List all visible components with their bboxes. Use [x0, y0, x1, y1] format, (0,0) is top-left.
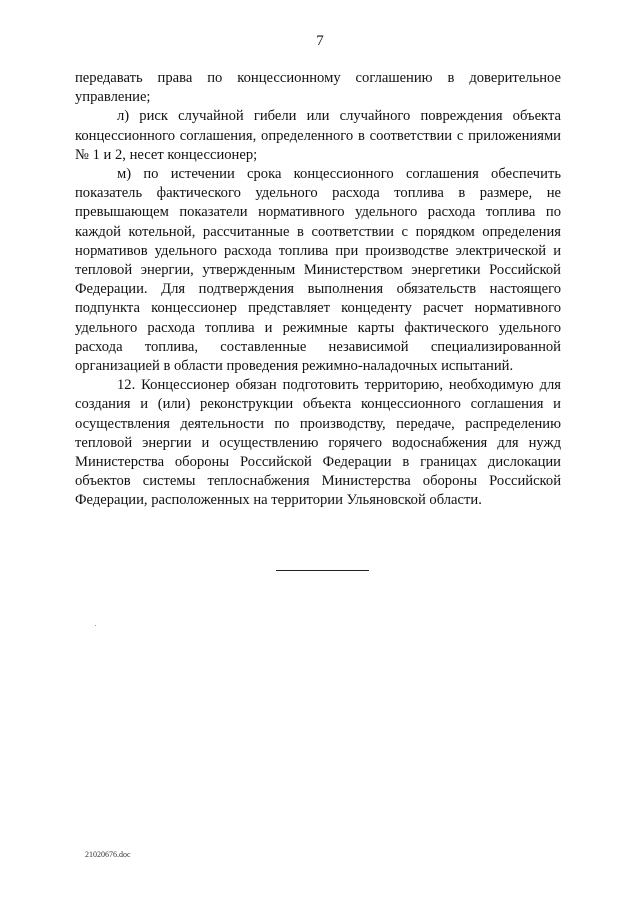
page-number: 7: [316, 33, 324, 49]
paragraph-item-m: м) по истечении срока концессионного соглашения обеспечить показатель фактического удельного расхода топлива в размере, не превышающем показатели нормативного удельного расхода топлива по каждой котельной, рассчитанные в соответствии с порядком определения нормативов удельного расхода топлива при производстве электрической и тепловой энергии, утвержденным Министерством энергетики Российской Федерации. Для подтверждения выполнения обязательств настоящего подпункта концессионер представляет концеденту расчет нормативного удельного расхода топлива и режимные карты фактического удельного расхода топлива, составленные независимой специализированной организацией в области проведения режимно-наладочных испытаний.: [75, 166, 561, 375]
paragraph-continuation: передавать права по концессионному соглашению в доверительное управление;: [75, 70, 561, 106]
end-of-text-separator: [276, 570, 369, 571]
document-body: [75, 69, 561, 511]
paragraph-item-l: л) риск случайной гибели или случайного повреждения объекта концессионного соглашения, определенного в соответствии с приложениями № 1 и 2, несет концессионер;: [75, 108, 561, 163]
scan-speck: [95, 625, 96, 626]
paragraph-clause-12: 12. Концессионер обязан подготовить территорию, необходимую для создания и (или) реконструкции объекта концессионного соглашения и осуществления деятельности по производству, передаче, распределению тепловой энергии и осуществлению горячего водоснабжения для нужд Министерства обороны Российской Федерации в границах дислокации объектов системы теплоснабжения Министерства обороны Российской Федерации, расположенных на территории Ульяновской области.: [75, 377, 561, 509]
document-file-code: 21020676.doc: [85, 850, 131, 859]
